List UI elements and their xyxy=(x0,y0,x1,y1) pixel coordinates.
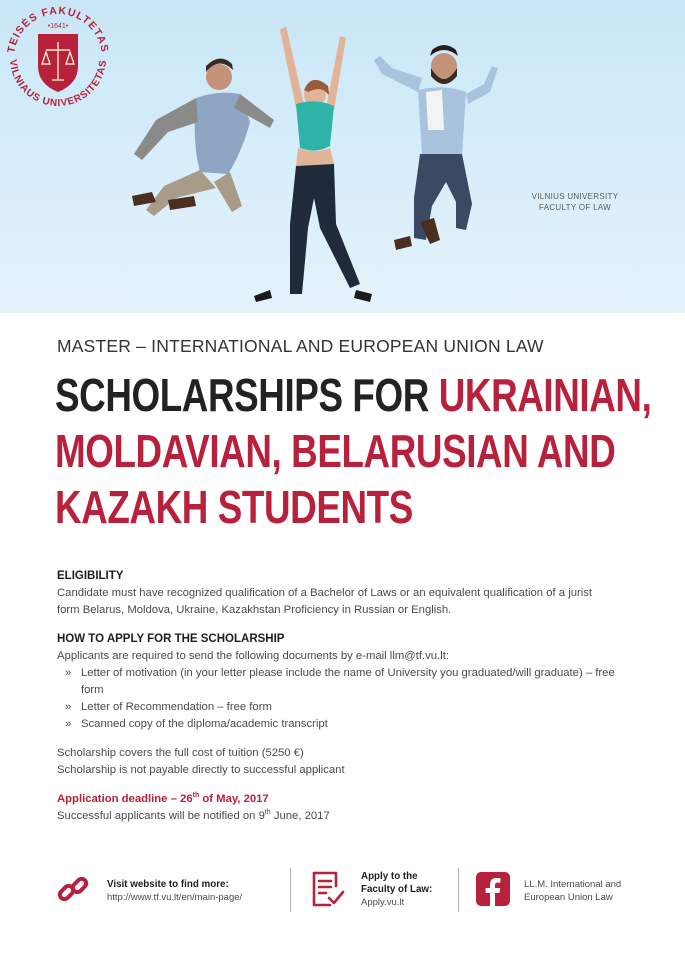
application-form-icon[interactable] xyxy=(310,870,346,908)
notify-sup: th xyxy=(264,809,271,817)
university-name xyxy=(505,191,645,213)
hero-image xyxy=(0,0,685,313)
body-content xyxy=(57,568,617,825)
apply-block xyxy=(361,870,432,909)
headline-part1: SCHOLARSHIPS FOR xyxy=(55,369,439,421)
notify-suffix: June, 2017 xyxy=(270,810,330,822)
website-block xyxy=(107,878,242,904)
deadline-sup: th xyxy=(192,792,200,800)
seal-year: •1641• xyxy=(47,23,69,30)
headline-line3: KAZAKH STUDENTS xyxy=(55,481,413,533)
facebook-line1[interactable]: LL.M. International and xyxy=(524,879,622,890)
coverage-line1: Scholarship covers the full cost of tuition (5250 €) xyxy=(57,747,304,759)
coverage-line2: Scholarship is not payable directly to successful applicant xyxy=(57,764,345,776)
eligibility-title: ELIGIBILITY xyxy=(57,570,124,582)
notification-date xyxy=(57,808,617,825)
program-subtitle: MASTER – INTERNATIONAL AND EUROPEAN UNION LAW xyxy=(57,336,544,356)
footer xyxy=(0,862,685,918)
headline-line2: MOLDAVIAN, BELARUSIAN AND xyxy=(55,425,616,477)
documents-list xyxy=(57,665,617,733)
link-icon[interactable] xyxy=(56,872,90,906)
website-link[interactable]: http://www.tf.vu.lt/en/main-page/ xyxy=(107,892,243,903)
apply-link[interactable]: Apply.vu.lt xyxy=(361,897,405,908)
list-item: » Letter of motivation (in your letter please include the name of University you graduated/will graduate) – free form xyxy=(65,665,617,699)
vilnius-university-seal xyxy=(0,0,116,116)
right-person xyxy=(374,45,498,250)
apply-intro: Applicants are required to send the following documents by e-mail llm@tf.vu.lt: xyxy=(57,650,449,662)
list-item: » Letter of Recommendation – free form xyxy=(65,699,617,716)
website-title: Visit website to find more: xyxy=(107,879,229,890)
apply-title-1: Apply to the xyxy=(361,871,418,882)
apply-title-2: Faculty of Law: xyxy=(361,884,433,895)
university-line1: VILNIUS UNIVERSITY xyxy=(531,192,619,201)
divider xyxy=(290,868,291,912)
deadline-prefix: Application deadline – 26 xyxy=(57,793,193,805)
headline xyxy=(55,367,652,535)
divider xyxy=(458,868,459,912)
apply-title: HOW TO APPLY FOR THE SCHOLARSHIP xyxy=(57,633,285,645)
deadline-suffix: of May, 2017 xyxy=(199,793,269,805)
middle-person xyxy=(254,26,372,302)
facebook-block xyxy=(524,878,621,904)
seal-top-text: TEISĖS FAKULTETAS xyxy=(5,4,111,54)
university-line2: FACULTY OF LAW xyxy=(538,203,612,212)
facebook-line2[interactable]: European Union Law xyxy=(524,892,613,903)
headline-part2: UKRAINIAN, xyxy=(438,369,652,421)
notify-prefix: Successful applicants will be notified on 9 xyxy=(57,810,265,822)
application-deadline xyxy=(57,791,617,808)
headline-line1 xyxy=(55,367,652,423)
seal-bottom-text: VILNIAUS UNIVERSITETAS xyxy=(6,58,110,110)
left-person xyxy=(132,58,274,216)
eligibility-text: Candidate must have recognized qualification of a Bachelor of Laws or an equivalent qualification of a jurist form Belarus, Moldova, Ukraine, Kazakhstan Proficiency in Russian or English. xyxy=(57,587,593,616)
facebook-icon[interactable] xyxy=(476,872,510,906)
list-item: » Scanned copy of the diploma/academic transcript xyxy=(65,716,617,733)
